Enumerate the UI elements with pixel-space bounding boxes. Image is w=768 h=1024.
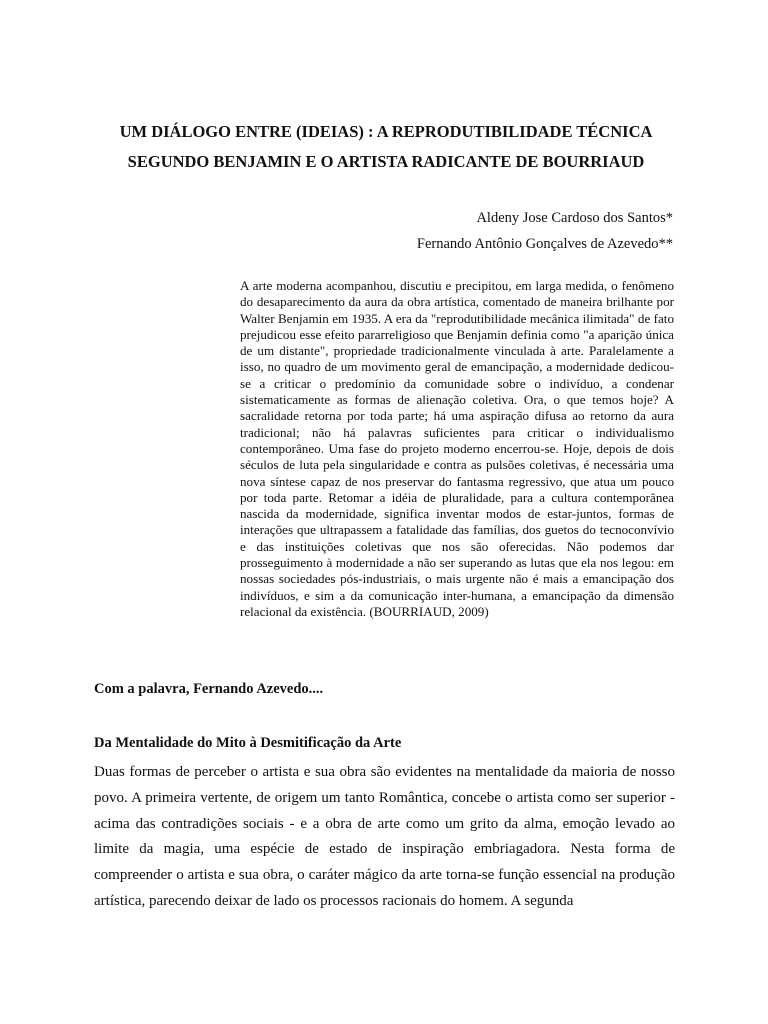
intro-line: Com a palavra, Fernando Azevedo.... — [94, 681, 324, 697]
body-paragraph: Duas formas de perceber o artista e sua obra são evidentes na mentalidade da maioria de nosso povo. A primeira vertente, de origem um tanto Romântica, concebe o artista como ser superior - acima das contradições sociais - e a obra de arte como um grito da alma, emoção levado ao limite da magia, uma espécie de estado de inspiração embriagadora. Nesta forma de compreender o artista e sua obra, o caráter mágico da arte torna-se função essencial na produção artística, parecendo deixar de lado os processos racionais do homem. A segunda — [94, 764, 675, 909]
epigraph-quote: A arte moderna acompanhou, discutiu e precipitou, em larga medida, o fenômeno do desaparecimento da aura da obra artística, comentado de maneira brilhante por Walter Benjamin em 1935. A era da "reprodutibilidade mecânica ilimitada" de fato prejudicou esse efeito pararreligioso que Benjamin definia como "a aparição única de um distante", propriedade tradicionalmente vinculada à arte. Paralelamente a isso, no quadro de um movimento geral de emancipação, a modernidade dedicou-se a criticar o predomínio da comunidade sobre o indivíduo, a condenar sistematicamente as formas de alienação coletiva. Ora, o que temos hoje? A sacralidade retorna por toda parte; há uma aspiração difusa ao retorno da aura tradicional; não há palavras suficientes para criticar o individualismo contemporâneo. Uma fase do projeto moderno encerrou-se. Hoje, depois de dois séculos de luta pela singularidade e contra as pulsões coletivas, é necessária uma nova síntese capaz de nos preservar do fantasma regressivo, que atua um pouco por toda parte. Retomar a idéia de pluralidade, para a cultura contemporânea nascida da modernidade, significa inventar modos de estar-juntos, formas de interações que ultrapassem a fatalidade das famílias, dos guetos do tecnoconvívio e das instituições coletivas que nos são oferecidas. Não podemos dar prosseguimento à modernidade a não ser superando as lutas que ela nos legou: em nossas sociedades pós-industriais, o mais urgente não é mais a emancipação dos indivíduos, e sim a da comunicação inter-humana, a emancipação da dimensão relacional da existência. (BOURRIAUD, 2009) — [240, 278, 674, 619]
author-name: Fernando Antônio Gonçalves de Azevedo** — [416, 236, 673, 252]
author-name: Aldeny Jose Cardoso dos Santos* — [476, 210, 673, 226]
document-title: UM DIÁLOGO ENTRE (IDEIAS) : A REPRODUTIBILIDADE TÉCNICA SEGUNDO BENJAMIN E O ARTISTA RADICANTE DE BOURRIAUD — [119, 122, 653, 171]
section-heading: Da Mentalidade do Mito à Desmitificação da Arte — [94, 735, 402, 751]
